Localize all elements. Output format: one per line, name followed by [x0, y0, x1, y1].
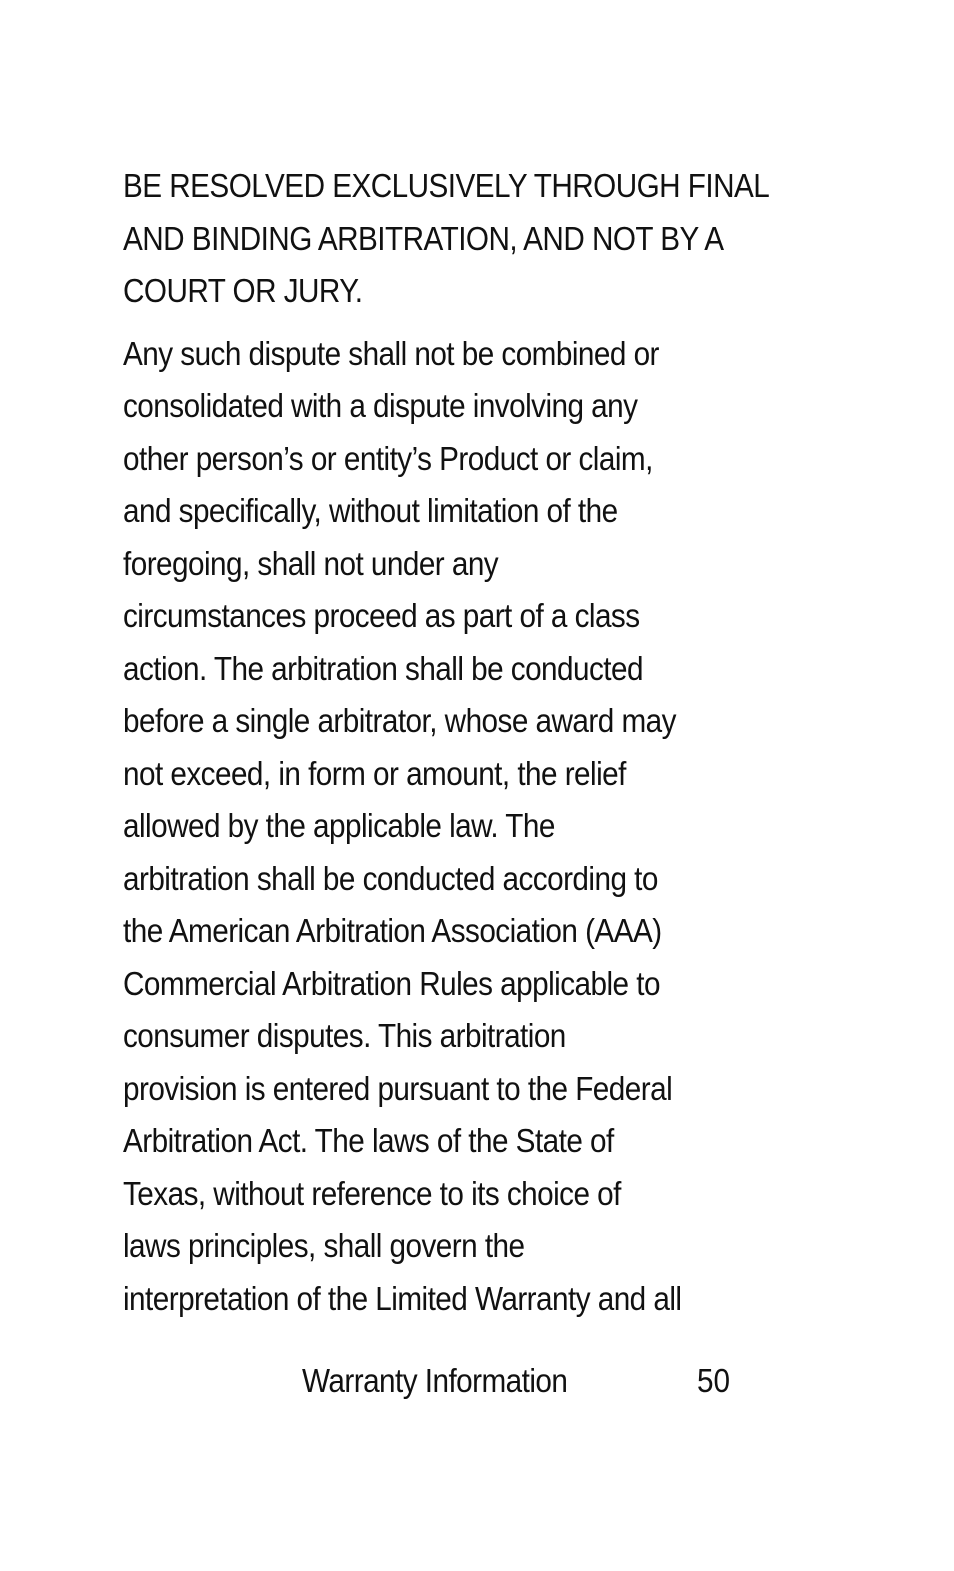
- arbitration-clause-continuation: BE RESOLVED EXCLUSIVELY THROUGH FINAL AND BINDING ARBITRATION, AND NOT BY A COURT OR JURY.: [123, 167, 770, 309]
- page-number: 50: [697, 1362, 731, 1399]
- page-footer: [0, 1357, 954, 1407]
- body-text: [123, 160, 823, 1325]
- arbitration-terms-paragraph: Any such dispute shall not be combined or consolidated with a dispute involving any other person’s or entity’s Product or claim, and specifically, without limitation of the foregoing, shall not under any circumstances proceed as part of a class action. The arbitration shall be conducted before a single arbitrator, whose award may not exceed, in form or amount, the relief allowed by the applicable law. The arbitration shall be conducted according to the American Arbitration Association (AAA) Commercial Arbitration Rules applicable to consumer disputes. This arbitration provision is entered pursuant to the Federal Arbitration Act. The laws of the State of Texas, without reference to its choice of laws principles, shall govern the interpretation of the Limited Warranty and all: [123, 334, 682, 1317]
- footer-section-title: Warranty Information: [302, 1362, 568, 1399]
